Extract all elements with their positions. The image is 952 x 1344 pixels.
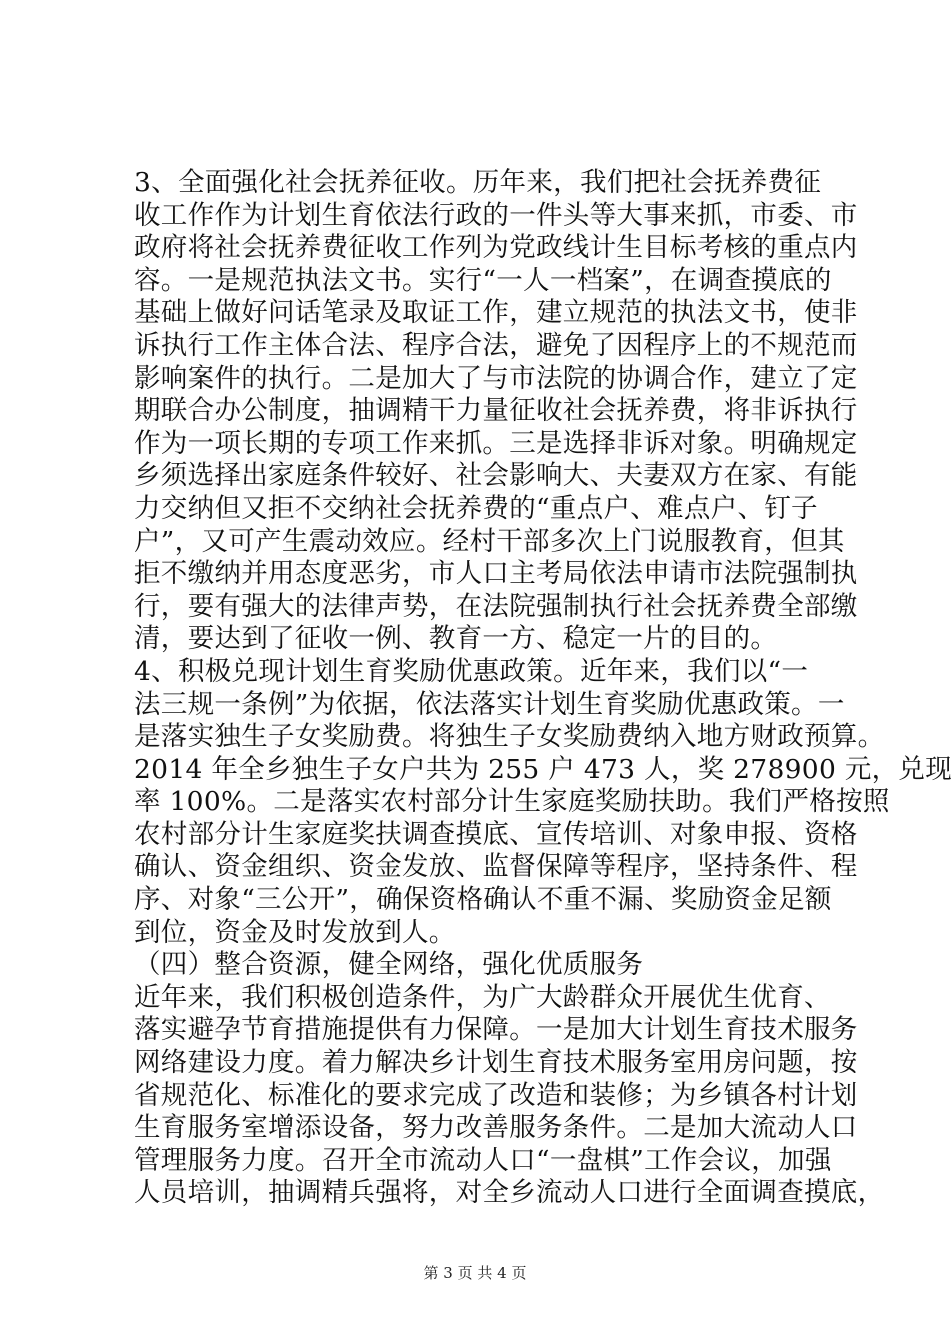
text-line: 近年来，我们积极创造条件，为广大龄群众开展优生优育、 [134,981,831,1013]
text-line: 生育服务室增添设备，努力改善服务条件。二是加大流动人口 [134,1112,858,1144]
text-line: 力交纳但又拒不交纳社会抚养费的“重点户、难点户、钉子 [134,492,818,524]
text-line: 清，要达到了征收一例、教育一方、稳定一片的目的。 [134,623,778,655]
text-line: 容。一是规范执法文书。实行“一人一档案”，在调查摸底的 [134,264,832,296]
text-line: 拒不缴纳并用态度恶劣，市人口主考局依法申请市法院强制执 [134,558,858,590]
text-line: 期联合办公制度，抽调精干力量征收社会抚养费，将非诉执行 [134,395,858,427]
text-line: 农村部分计生家庭奖扶调查摸底、宣传培训、对象申报、资格 [134,818,858,850]
text-line: 网络建设力度。着力解决乡计划生育技术服务室用房问题，按 [134,1047,858,1079]
text-line: 管理服务力度。召开全市流动人口“一盘棋”工作会议，加强 [134,1144,832,1176]
text-line: 确认、资金组织、资金发放、监督保障等程序，坚持条件、程 [134,851,858,883]
text-line: 行，要有强大的法律声势，在法院强制执行社会抚养费全部缴 [134,590,858,622]
text-line: 基础上做好问话笔录及取证工作，建立规范的执法文书，使非 [134,297,858,329]
text-line: 政府将社会抚养费征收工作列为党政线计生目标考核的重点内 [134,232,858,264]
text-line: 乡须选择出家庭条件较好、社会影响大、夫妻双方在家、有能 [134,460,858,492]
text-line: 序、对象“三公开”，确保资格确认不重不漏、奖励资金足额 [134,884,832,916]
text-line: 收工作作为计划生育依法行政的一件头等大事来抓，市委、市 [134,199,858,231]
text-line: 人员培训，抽调精兵强将，对全乡流动人口进行全面调查摸底， [134,1177,885,1209]
text-line: 影响案件的执行。二是加大了与市法院的协调合作，建立了定 [134,362,858,394]
text-line: 法三规一条例”为依据，依法落实计划生育奖励优惠政策。一 [134,688,845,720]
text-line: 是落实独生子女奖励费。将独生子女奖励费纳入地方财政预算。 [134,721,885,753]
text-line: 诉执行工作主体合法、程序合法，避免了因程序上的不规范而 [134,329,858,361]
text-line: 落实避孕节育措施提供有力保障。一是加大计划生育技术服务 [134,1014,858,1046]
text-line: 2014 年全乡独生子女户共为 255 户 473 人，奖 278900 元，兑现 [134,753,952,785]
text-line: 户”，又可产生震动效应。经村干部多次上门说服教育，但其 [134,525,845,557]
text-line: 作为一项长期的专项工作来抓。三是选择非诉对象。明确规定 [134,427,858,459]
text-line: 3、全面强化社会抚养征收。历年来，我们把社会抚养费征 [134,167,822,198]
text-line: 率 100%。二是落实农村部分计生家庭奖励扶助。我们严格按照 [134,786,890,818]
text-line: 到位，资金及时发放到人。 [134,916,456,948]
page-number-footer: 第 3 页 共 4 页 [423,1264,527,1282]
body-text [134,167,952,1210]
section-heading: （四）整合资源，健全网络，强化优质服务 [134,949,644,981]
text-line: 省规范化、标准化的要求完成了改造和装修；为乡镇各村计划 [134,1079,858,1111]
text-line: 4、积极兑现计划生育奖励优惠政策。近年来，我们以“一 [134,655,809,687]
